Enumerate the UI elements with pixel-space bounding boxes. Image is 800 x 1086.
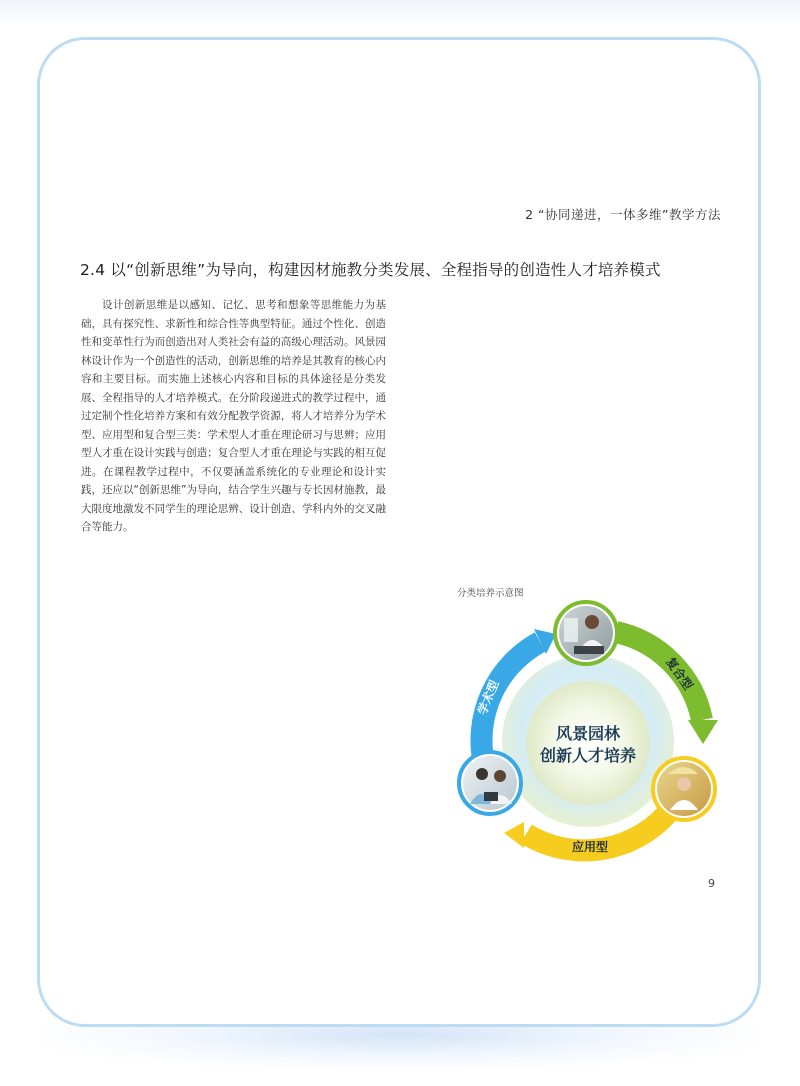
photo-yingyong: [653, 758, 715, 820]
center-title-line2: 创新人才培养: [539, 746, 637, 765]
top-glow: [0, 0, 800, 26]
center-disc: [526, 681, 650, 805]
label-xueshu: 学术型: [475, 678, 502, 717]
label-fuhe: 复合型: [663, 654, 696, 693]
figure-caption: 分类培养示意图: [457, 588, 524, 599]
label-yingyong: 应用型: [571, 840, 609, 854]
photo-xueshu: [459, 752, 521, 814]
center-title-line1: 风景园林: [555, 724, 621, 743]
section-body-paragraph: 设计创新思维是以感知、记忆、思考和想象等思维能力为基础，具有探究性、求新性和综合性等典型特征。通过个性化、创造性和变革性行为而创造出对人类社会有益的高级心理活动。风景园林设计作为一个创造性的活动，创新思维的培养是其教育的核心内容和主要目标。而实施上述核心内容和目标的具体途径是分类发展、全程指导的人才培养模式。在分阶段递进式的教学过程中，通过定制个性化培养方案和有效分配教学资源，将人才培养分为学术型、应用型和复合型三类：学术型人才重在理论研习与思辨；应用型人才重在设计实践与创造；复合型人才重在理论与实践的相互促进。在课程教学过程中，不仅要涵盖系统化的专业理论和设计实践，还应以“创新思维”为导向，结合学生兴趣与专长因材施教，最大限度地激发不同学生的理论思辨、设计创造、学科内外的交叉融合等能力。: [81, 299, 386, 533]
section-title: 2.4 以“创新思维”为导向，构建因材施教分类发展、全程指导的创造性人才培养模式: [80, 261, 661, 279]
arrow-head-fuhe: [688, 720, 718, 744]
arrow-head-yingyong: [504, 822, 524, 848]
classification-diagram: [440, 596, 730, 871]
running-header: 2 “协同递进，一体多维”教学方法: [525, 207, 721, 222]
photo-fuhe: [555, 602, 617, 664]
page-number: 9: [708, 877, 715, 890]
